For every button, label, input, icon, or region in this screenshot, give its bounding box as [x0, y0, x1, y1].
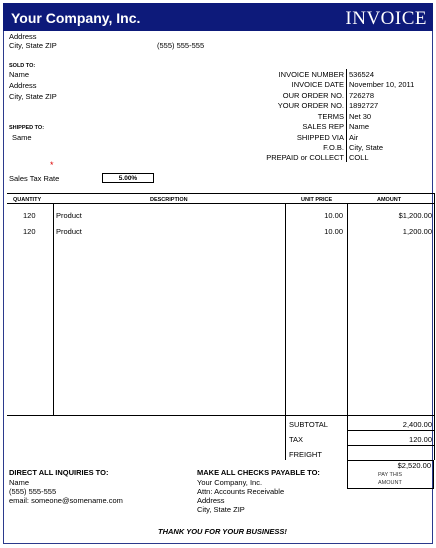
total-box [347, 460, 434, 489]
info-row-fob [225, 143, 435, 153]
info-label: YOUR ORDER NO. [277, 101, 344, 110]
info-label: SHIPPED VIA [296, 133, 344, 142]
info-value: Net 30 [349, 112, 372, 121]
info-row-invoice-number [225, 70, 435, 80]
total-value: $2,520.00 [397, 461, 431, 470]
info-separator [346, 69, 347, 162]
info-value: 1892727 [349, 101, 379, 110]
company-address: Address [9, 32, 37, 41]
info-value: 726278 [349, 91, 375, 100]
row-unit-price: 10.00 [324, 211, 343, 220]
shipped-to-label: SHIPPED TO: [9, 125, 45, 131]
info-value: 536524 [349, 70, 375, 79]
company-name: Your Company, Inc. [11, 10, 141, 26]
sold-to-city: City, State ZIP [9, 92, 57, 101]
table-header-border [7, 203, 434, 204]
info-value: November 10, 2011 [349, 80, 415, 89]
row-unit-price: 10.00 [324, 227, 343, 236]
inquiries-name: Name [9, 478, 30, 487]
info-label: OUR ORDER NO. [282, 91, 344, 100]
col-divider [53, 203, 54, 415]
info-value: COLL [349, 153, 369, 162]
shipped-to-value: Same [12, 133, 32, 142]
info-value: City, State [349, 143, 384, 152]
header-description: DESCRIPTION [150, 197, 188, 203]
info-label: INVOICE NUMBER [278, 70, 344, 79]
tax-underline [347, 445, 434, 446]
pay-label-2: AMOUNT [378, 480, 402, 486]
sales-tax-rate-field[interactable]: 5.00% [102, 173, 154, 183]
info-label: PREPAID or COLLECT [266, 153, 344, 162]
invoice-title: INVOICE [345, 8, 427, 29]
sold-to-address: Address [9, 81, 37, 90]
header-quantity: QUANTITY [13, 197, 42, 203]
subtotal-value: 2,400.00 [402, 420, 432, 429]
table-bottom-border [7, 415, 434, 416]
freight-label: FREIGHT [289, 450, 322, 459]
info-row-our-order [225, 91, 435, 101]
company-city: City, State ZIP [9, 41, 57, 50]
required-marker: * [50, 160, 54, 170]
subtotal-underline [347, 430, 434, 431]
pay-label-1: PAY THIS [378, 472, 403, 478]
row-quantity: 120 [23, 211, 36, 220]
inquiries-email: email: someone@somename.com [9, 496, 123, 505]
header-unit-price: UNIT PRICE [301, 197, 333, 203]
checks-label: MAKE ALL CHECKS PAYABLE TO: [197, 468, 320, 477]
checks-attn: Attn: Accounts Receivable [197, 487, 285, 496]
col-divider [285, 203, 286, 460]
row-amount: $1,200.00 [398, 211, 432, 220]
info-value: Name [349, 122, 370, 131]
row-quantity: 120 [23, 227, 36, 236]
info-row-your-order [225, 101, 435, 111]
info-label: SALES REP [302, 122, 344, 131]
sold-to-label: SOLD TO: [9, 63, 36, 69]
info-label: F.O.B. [323, 143, 344, 152]
line-items-table [7, 193, 434, 460]
checks-city: City, State ZIP [197, 505, 245, 514]
col-divider [347, 203, 348, 460]
row-amount: 1,200.00 [402, 227, 432, 236]
thank-you-message: THANK YOU FOR YOUR BUSINESS! [158, 527, 287, 536]
tax-label: TAX [289, 435, 304, 444]
table-top-border [7, 193, 434, 194]
sales-tax-label: Sales Tax Rate [9, 174, 60, 183]
checks-address: Address [197, 496, 225, 505]
info-row-shipped-via [225, 133, 435, 143]
inquiries-label: DIRECT ALL INQUIRIES TO: [9, 468, 109, 477]
sold-to-name: Name [9, 70, 30, 79]
tax-value: 120.00 [409, 435, 432, 444]
row-description: Product [56, 211, 82, 220]
inquiries-phone: (555) 555-555 [9, 487, 57, 496]
info-label: INVOICE DATE [291, 80, 344, 89]
info-row-invoice-date [225, 80, 435, 90]
subtotal-label: SUBTOTAL [289, 420, 328, 429]
row-description: Product [56, 227, 82, 236]
company-phone: (555) 555-555 [157, 41, 205, 50]
checks-company: Your Company, Inc. [197, 478, 263, 487]
info-label: TERMS [317, 112, 344, 121]
invoice-header [3, 3, 433, 31]
info-row-terms [225, 112, 435, 122]
table-right-border [434, 193, 435, 460]
header-amount: AMOUNT [377, 197, 402, 203]
info-row-sales-rep [225, 122, 435, 132]
info-value: Air [349, 133, 359, 142]
info-row-prepaid-collect [225, 153, 435, 163]
